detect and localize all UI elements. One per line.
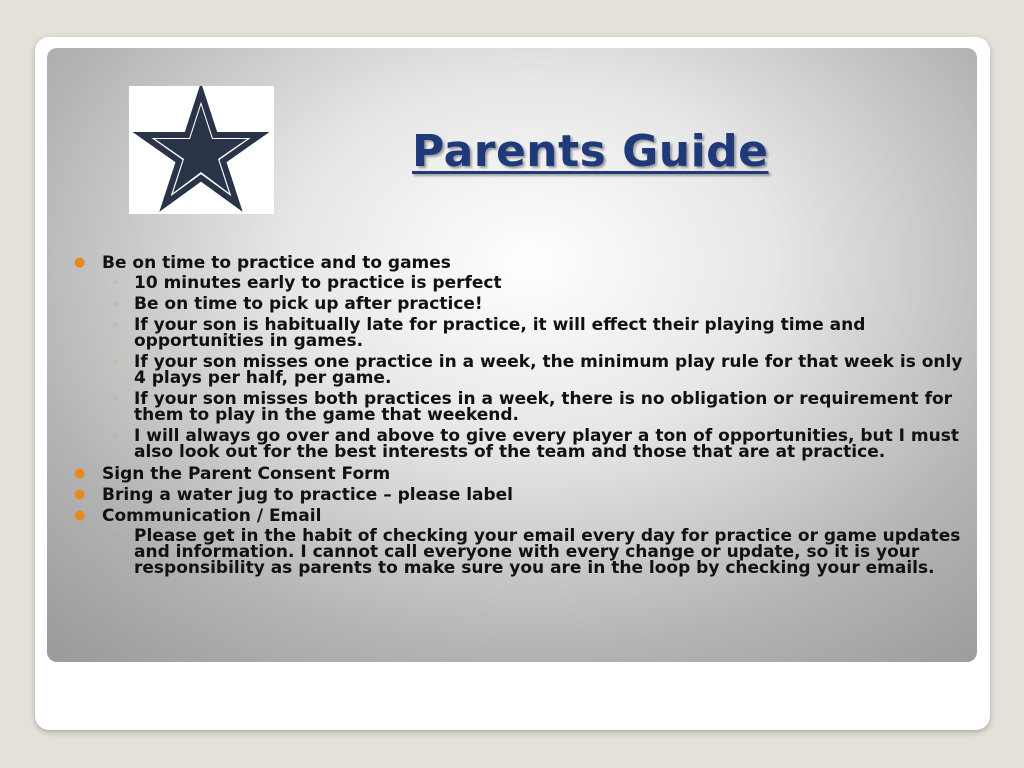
bullet-icon: ◦ (112, 429, 120, 443)
team-logo (129, 86, 274, 214)
bullet-icon: ◦ (112, 297, 120, 311)
list-item: ● Communication / Email (74, 506, 322, 526)
list-item: ◦ I will always go over and above to give every player a ton of opportunities, but I must also look out for the best interests of the team and those that are at practice. (112, 426, 959, 462)
bullet-icon: ◦ (112, 392, 120, 406)
bullet-list (74, 254, 964, 581)
bullet-icon: ◦ (112, 318, 120, 332)
bullet-icon: ◦ (112, 276, 120, 290)
bullet-icon: ● (74, 255, 86, 270)
bullet-icon: ● (74, 466, 86, 481)
list-item: ● Bring a water jug to practice – please label (74, 485, 514, 505)
list-item: ◦ 10 minutes early to practice is perfect (112, 273, 502, 293)
bullet-icon: ● (74, 508, 86, 523)
list-item: ◦ Please get in the habit of checking your email every day for practice or game updates and information. I cannot call everyone with every change or update, so it is your responsibility as parents to make sure you are in the loop by checking your emails. (112, 526, 961, 578)
bullet-icon: ● (74, 487, 86, 502)
slide-title: Parents Guide (412, 126, 769, 177)
list-item: ◦ If your son misses one practice in a week, the minimum play rule for that week is only 4 plays per half, per game. (112, 352, 963, 388)
list-item: ◦ If your son misses both practices in a week, there is no obligation or requirement for them to play in the game that weekend. (112, 389, 953, 425)
list-item: ● Be on time to practice and to games (74, 253, 451, 273)
list-item: ◦ Be on time to pick up after practice! (112, 294, 483, 314)
list-item: ● Sign the Parent Consent Form (74, 464, 391, 484)
bullet-icon: ◦ (112, 355, 120, 369)
bullet-icon: ◦ (112, 529, 120, 543)
list-item: ◦ If your son is habitually late for practice, it will effect their playing time and opportunities in games. (112, 315, 866, 351)
dallas-star-icon (129, 86, 274, 214)
